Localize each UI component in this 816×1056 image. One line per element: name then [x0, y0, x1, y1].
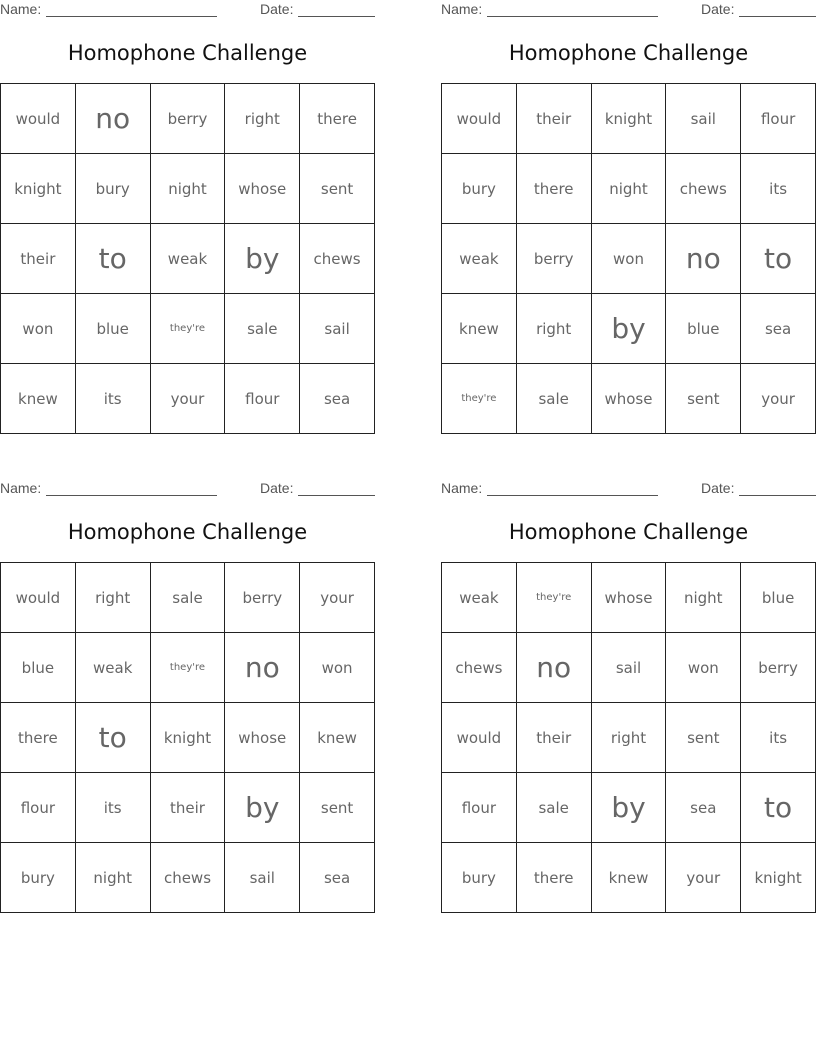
name-line [46, 16, 217, 17]
bingo-card-1 [0, 0, 375, 440]
bingo-cell: sent [300, 773, 375, 843]
bingo-card-2 [441, 0, 816, 440]
bingo-cell: your [151, 364, 226, 434]
bingo-cell: bury [442, 154, 517, 224]
bingo-cell: no [666, 224, 741, 294]
bingo-grid [441, 562, 816, 913]
card-title: Homophone Challenge [67, 520, 308, 544]
bingo-cell: night [666, 563, 741, 633]
bingo-cell: bury [76, 154, 151, 224]
bingo-cell: sent [666, 364, 741, 434]
date-label: Date: [260, 1, 294, 17]
bingo-cell: they're [442, 364, 517, 434]
date-label: Date: [701, 1, 735, 17]
bingo-cell: night [151, 154, 226, 224]
bingo-cell: blue [666, 294, 741, 364]
bingo-cell: berry [225, 563, 300, 633]
date-label: Date: [260, 480, 294, 496]
bingo-cell: flour [741, 84, 816, 154]
name-line [487, 495, 658, 496]
bingo-cell: knight [741, 843, 816, 913]
bingo-cell: weak [76, 633, 151, 703]
bingo-cell: no [76, 84, 151, 154]
bingo-cell: sale [225, 294, 300, 364]
bingo-cell: blue [741, 563, 816, 633]
bingo-grid [0, 83, 375, 434]
bingo-cell: weak [151, 224, 226, 294]
bingo-cell: its [741, 154, 816, 224]
bingo-cell: sea [666, 773, 741, 843]
bingo-cell: by [592, 773, 667, 843]
bingo-cell: your [741, 364, 816, 434]
bingo-cell: knew [442, 294, 517, 364]
bingo-cell: won [592, 224, 667, 294]
bingo-cell: right [76, 563, 151, 633]
bingo-cell: would [1, 563, 76, 633]
card-header [441, 1, 816, 21]
name-label: Name: [441, 480, 483, 496]
bingo-cell: flour [442, 773, 517, 843]
bingo-cell: won [300, 633, 375, 703]
card-title: Homophone Challenge [67, 41, 308, 65]
bingo-cell: sale [517, 364, 592, 434]
date-line [298, 495, 375, 496]
bingo-cell: sea [300, 364, 375, 434]
bingo-cell: knew [592, 843, 667, 913]
bingo-cell: would [442, 703, 517, 773]
bingo-cell: whose [225, 154, 300, 224]
bingo-cell: they're [151, 294, 226, 364]
date-label: Date: [701, 480, 735, 496]
bingo-cell: bury [1, 843, 76, 913]
bingo-cell: knew [300, 703, 375, 773]
bingo-cell: to [76, 703, 151, 773]
bingo-cell: there [300, 84, 375, 154]
bingo-cell: its [76, 773, 151, 843]
bingo-cell: no [517, 633, 592, 703]
bingo-cell: its [76, 364, 151, 434]
name-line [487, 16, 658, 17]
bingo-cell: their [517, 703, 592, 773]
bingo-cell: its [741, 703, 816, 773]
bingo-cell: sail [225, 843, 300, 913]
bingo-cell: berry [517, 224, 592, 294]
bingo-cell: there [517, 154, 592, 224]
bingo-cell: by [225, 773, 300, 843]
bingo-cell: whose [592, 364, 667, 434]
bingo-cell: to [741, 224, 816, 294]
bingo-cell: berry [741, 633, 816, 703]
bingo-cell: flour [225, 364, 300, 434]
bingo-cell: they're [517, 563, 592, 633]
bingo-cell: won [1, 294, 76, 364]
card-header [0, 1, 375, 21]
bingo-cell: knew [1, 364, 76, 434]
bingo-cell: their [151, 773, 226, 843]
bingo-cell: sea [741, 294, 816, 364]
card-title: Homophone Challenge [508, 520, 749, 544]
card-header [0, 480, 375, 500]
bingo-cell: your [666, 843, 741, 913]
bingo-cell: sail [666, 84, 741, 154]
bingo-cell: sent [300, 154, 375, 224]
bingo-cell: there [1, 703, 76, 773]
bingo-cell: blue [76, 294, 151, 364]
bingo-card-4 [441, 479, 816, 919]
bingo-cell: no [225, 633, 300, 703]
date-line [739, 16, 816, 17]
bingo-cell: they're [151, 633, 226, 703]
bingo-cell: knight [1, 154, 76, 224]
bingo-cell: sale [151, 563, 226, 633]
bingo-grid [441, 83, 816, 434]
card-title: Homophone Challenge [508, 41, 749, 65]
bingo-cell: bury [442, 843, 517, 913]
bingo-cell: to [76, 224, 151, 294]
bingo-cell: sent [666, 703, 741, 773]
bingo-cell: whose [225, 703, 300, 773]
name-label: Name: [441, 1, 483, 17]
name-label: Name: [0, 1, 42, 17]
bingo-cell: to [741, 773, 816, 843]
name-line [46, 495, 217, 496]
bingo-cell: chews [442, 633, 517, 703]
bingo-grid [0, 562, 375, 913]
bingo-cell: whose [592, 563, 667, 633]
bingo-cell: sail [592, 633, 667, 703]
bingo-cell: chews [666, 154, 741, 224]
bingo-cell: there [517, 843, 592, 913]
bingo-cell: by [592, 294, 667, 364]
bingo-cell: chews [151, 843, 226, 913]
date-line [739, 495, 816, 496]
bingo-cell: by [225, 224, 300, 294]
bingo-cell: weak [442, 563, 517, 633]
bingo-cell: weak [442, 224, 517, 294]
bingo-cell: chews [300, 224, 375, 294]
bingo-cell: sea [300, 843, 375, 913]
bingo-cell: berry [151, 84, 226, 154]
card-header [441, 480, 816, 500]
bingo-cell: knight [151, 703, 226, 773]
bingo-cell: their [517, 84, 592, 154]
date-line [298, 16, 375, 17]
bingo-cell: night [76, 843, 151, 913]
bingo-cell: sail [300, 294, 375, 364]
bingo-cell: won [666, 633, 741, 703]
bingo-cell: right [517, 294, 592, 364]
bingo-cell: would [1, 84, 76, 154]
bingo-card-3 [0, 479, 375, 919]
bingo-cell: right [225, 84, 300, 154]
bingo-cell: your [300, 563, 375, 633]
name-label: Name: [0, 480, 42, 496]
bingo-cell: night [592, 154, 667, 224]
bingo-cell: their [1, 224, 76, 294]
bingo-cell: would [442, 84, 517, 154]
bingo-cell: knight [592, 84, 667, 154]
bingo-cell: right [592, 703, 667, 773]
bingo-cell: flour [1, 773, 76, 843]
bingo-cell: blue [1, 633, 76, 703]
bingo-cell: sale [517, 773, 592, 843]
